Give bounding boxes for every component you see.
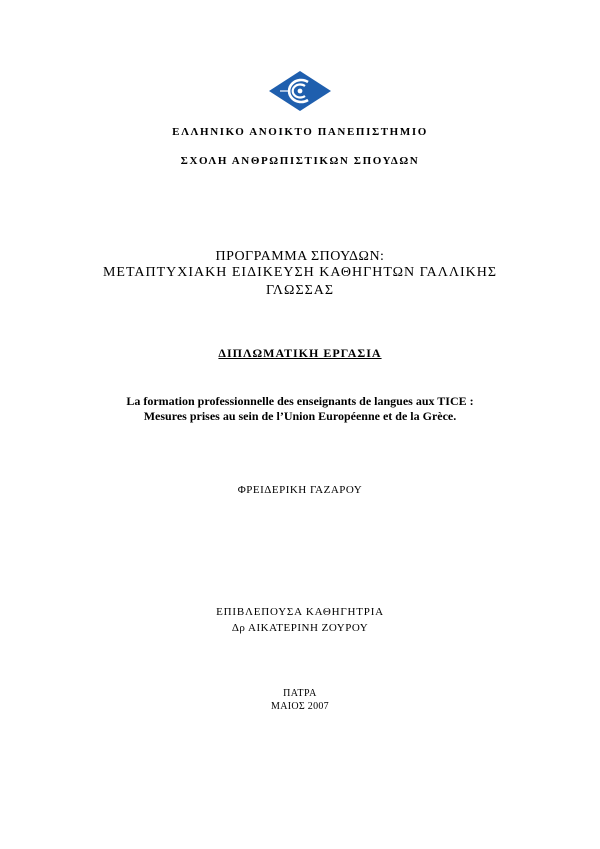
hellenic-open-university-logo — [268, 70, 332, 112]
supervisor-name: Δρ ΑΙΚΑΤΕΡΙΝΗ ΖΟΥΡΟΥ — [231, 622, 369, 634]
program-subtitle-line2: ΓΛΩΣΣΑΣ — [265, 283, 335, 298]
school-name: ΣΧΟΛΗ ΑΝΘΡΩΠΙΣΤΙΚΩΝ ΣΠΟΥΔΩΝ — [180, 155, 420, 167]
thesis-label: ΔΙΠΛΩΜΑΤΙΚΗ ΕΡΓΑΣΙΑ — [218, 346, 382, 360]
date: ΜΑΙΟΣ 2007 — [271, 701, 329, 712]
thesis-title-line2: Mesures prises au sein de l’Union Européenne et de la Grèce. — [143, 409, 457, 423]
supervisor-label: ΕΠΙΒΛΕΠΟΥΣΑ ΚΑΘΗΓΗΤΡΙΑ — [216, 606, 384, 618]
author-name: ΦΡΕΙΔΕΡΙΚΗ ΓΑΖΑΡΟΥ — [237, 484, 363, 496]
thesis-title-line1: La formation professionnelle des enseignants de langues aux TICE : — [126, 394, 474, 408]
university-name: ΕΛΛΗΝΙΚΟ ΑΝΟΙΚΤΟ ΠΑΝΕΠΙΣΤΗΜΙΟ — [172, 126, 428, 138]
city: ΠΑΤΡΑ — [283, 688, 317, 699]
program-title: ΠΡΟΓΡΑΜΜΑ ΣΠΟΥΔΩΝ: — [215, 249, 385, 264]
program-subtitle-line1: ΜΕΤΑΠΤΥΧΙΑΚΗ ΕΙΔΙΚΕΥΣΗ ΚΑΘΗΓΗΤΩΝ ΓΑΛΛΙΚΗΣ — [102, 265, 498, 280]
